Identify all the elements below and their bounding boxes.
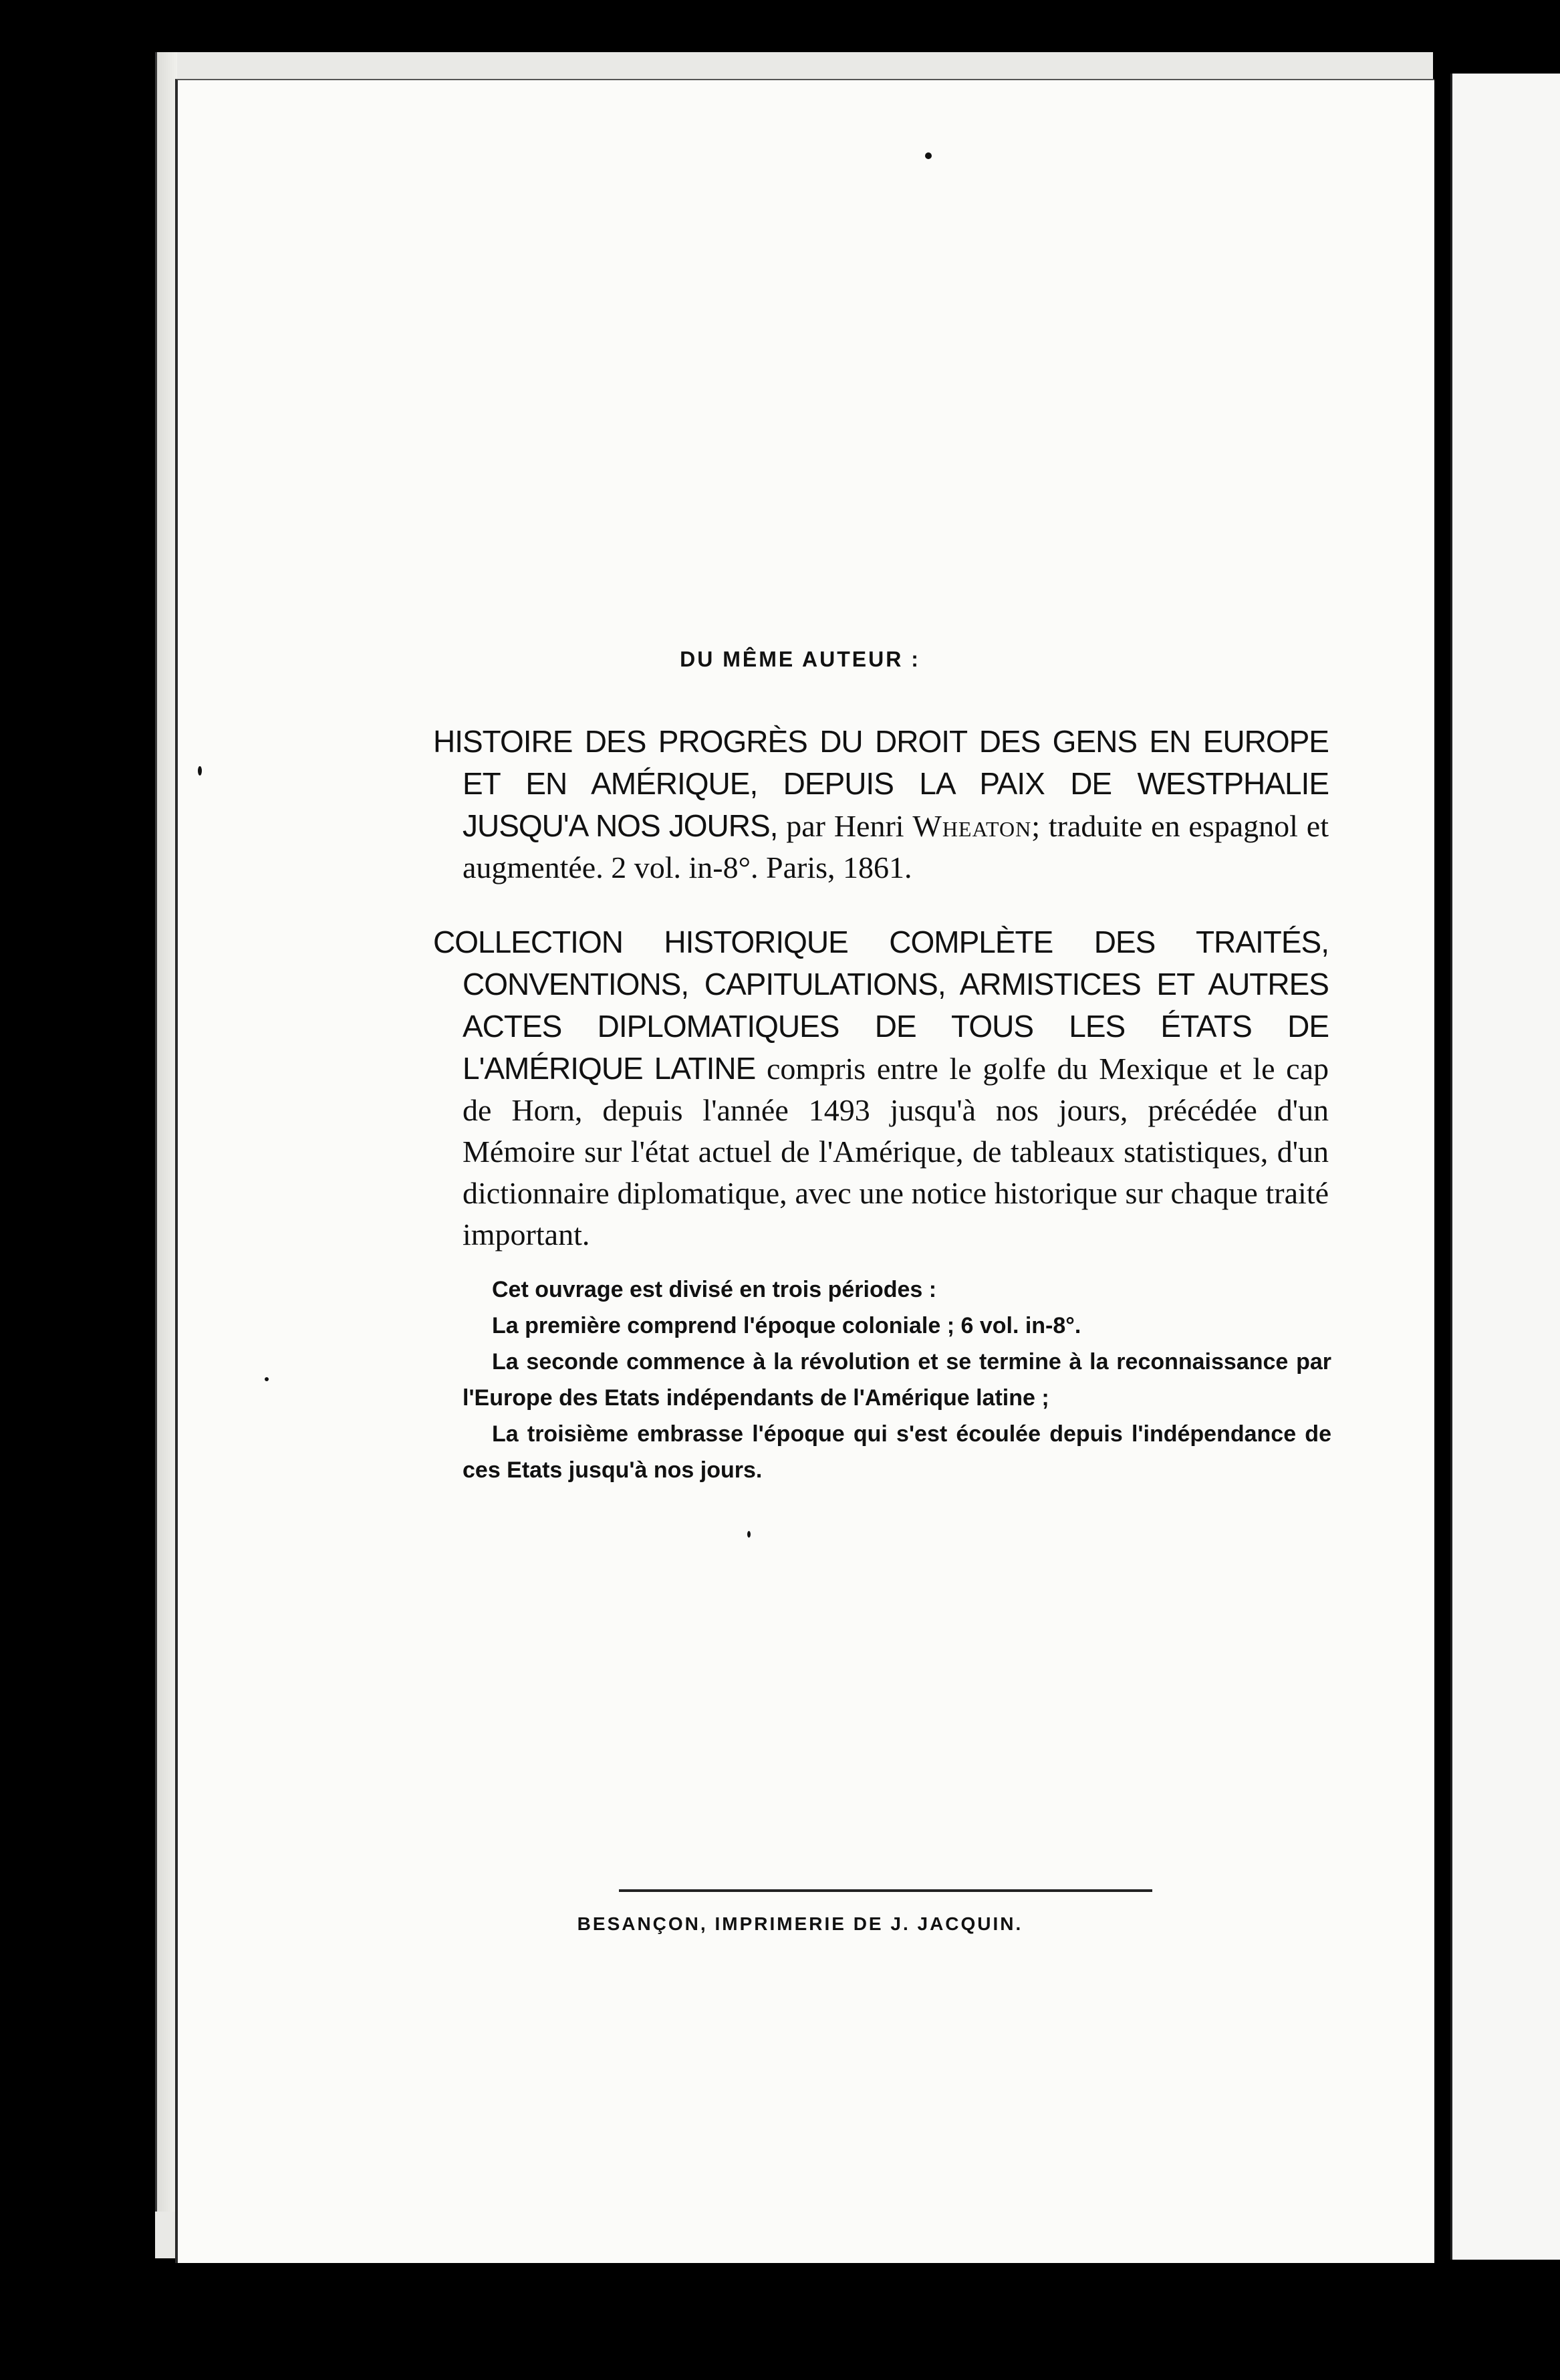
section-heading: DU MÊME AUTEUR : <box>680 647 920 671</box>
ink-speck <box>198 766 202 776</box>
period-item: La première comprend l'époque coloniale ; 6 vol. in-8°. <box>492 1313 1081 1338</box>
entry-title: COLLECTION HISTORIQUE COMPLÈTE DES TRAITÉS, CONVENTIONS, CAPITULATIONS, ARMISTICES ET AUTRES ACTES DIPLOMATIQUES DE TOUS LES ÉTATS DE L'AMÉRIQUE LATINE <box>433 925 1329 1086</box>
page-fold <box>155 52 177 2212</box>
ink-speck <box>265 1377 269 1381</box>
period-item: La troisième embrasse l'époque qui s'est écoulée depuis l'indépendance de ces Etats jusqu'à nos jours. <box>463 1421 1331 1483</box>
printer-imprint: BESANÇON, IMPRIMERIE DE J. JACQUIN. <box>577 1913 1023 1934</box>
entry-text <box>433 721 1329 888</box>
entry-details: ; traduite en espagnol et augmentée. 2 vol. in-8°. Paris, 1861. <box>463 809 1329 884</box>
bibliography-entry <box>433 921 1329 1256</box>
entry-text <box>433 921 1329 1256</box>
entry-by: par Henri <box>777 809 913 843</box>
ink-speck <box>925 152 932 159</box>
period-item: La seconde commence à la révolution et se termine à la reconnaissance par l'Europe des Etats indépendants de l'Amérique latine ; <box>463 1349 1331 1411</box>
divider-rule <box>619 1889 1152 1892</box>
entry-title: HISTOIRE DES PROGRÈS DU DROIT DES GENS EN EUROPE ET EN AMÉRIQUE, DEPUIS LA PAIX DE WESTPHALIE JUSQU'A NOS JOURS, <box>433 724 1329 843</box>
periods-description <box>463 1272 1331 1488</box>
bibliography-entry <box>433 721 1329 888</box>
entry-author: Wheaton <box>912 809 1032 843</box>
periods-intro: Cet ouvrage est divisé en trois périodes : <box>492 1277 937 1302</box>
ink-speck <box>747 1531 751 1538</box>
entry-details: compris entre le golfe du Mexique et le cap de Horn, depuis l'année 1493 jusqu'à nos jours, précédée d'un Mémoire sur l'état actuel de l'Amérique, de tableaux statistiques, d'un dictionnaire diplomatique, avec une notice historique sur chaque traité important. <box>463 1052 1329 1252</box>
